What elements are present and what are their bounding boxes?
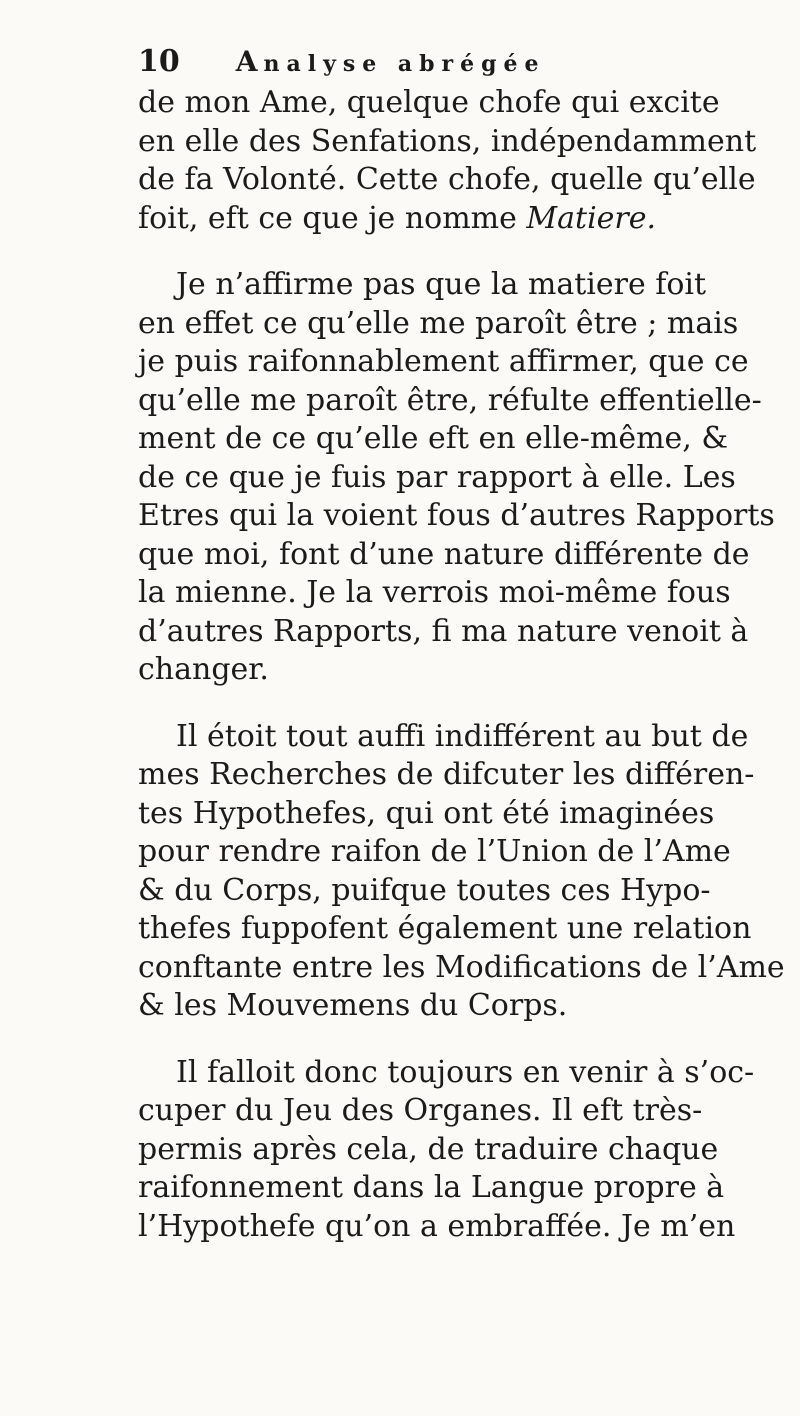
text-line-start: foit, eft ce que je nomme [138, 200, 527, 236]
text-line: en elle des Senfations, indépendamment [138, 123, 757, 159]
text-line: conftante entre les Modifications de l’Ame [138, 949, 785, 985]
text-line [138, 200, 778, 239]
paragraph-gap [138, 238, 778, 266]
text-line: qu’elle me paroît être, réfulte effentielle- [138, 382, 762, 418]
text-line: & les Mouvemens du Corps. [138, 988, 568, 1023]
text-line: que moi, font d’une nature différente de [138, 536, 750, 572]
text-line: je puis raifonnablement affirmer, que ce [138, 344, 749, 379]
text-line: Etres qui la voient fous d’autres Rapports [138, 498, 775, 533]
text-line: Il étoit tout auffi indifférent au but de [176, 718, 749, 754]
text-line: & du Corps, puifque toutes ces Hypo- [138, 872, 711, 908]
running-title [236, 45, 546, 78]
italic-term: Matiere. [526, 200, 657, 236]
text-line: tes Hypothefes, qui ont été imaginées [138, 795, 715, 831]
paragraph-4 [138, 1054, 778, 1247]
running-head [138, 44, 738, 84]
text-line: Il falloit donc toujours en venir à s’oc- [176, 1054, 755, 1090]
paragraph-2 [138, 266, 778, 690]
text-line: changer. [138, 652, 269, 687]
text-line: permis après cela, de traduire chaque [138, 1131, 719, 1167]
text-line: de fa Volonté. Cette chofe, quelle qu’elle [138, 162, 756, 197]
running-title-initial: A [235, 45, 264, 78]
text-line: de ce que je fuis par rapport à elle. Les [138, 459, 736, 495]
text-line: de mon Ame, quelque chofe qui excite [138, 85, 720, 120]
text-line: thefes fuppofent également une relation [138, 911, 752, 946]
text-line: l’Hypothefe qu’on a embraffée. Je m’en [138, 1208, 736, 1244]
paragraph-1 [138, 84, 778, 238]
text-line: Je n’affirme pas que la matiere foit [176, 267, 707, 302]
text-line: en effet ce qu’elle me paroît être ; mais [138, 305, 739, 341]
paragraph-gap [138, 1026, 778, 1054]
text-line: cuper du Jeu des Organes. Il eft très- [138, 1093, 703, 1128]
text-line: la mienne. Je la verrois moi-même fous [138, 575, 731, 610]
paragraph-3 [138, 718, 785, 1026]
text-line: raifonnement dans la Langue propre à [138, 1170, 725, 1205]
text-line: pour rendre raifon de l’Union de l’Ame [138, 834, 731, 869]
text-line: mes Recherches de difcuter les différen- [138, 757, 755, 792]
paragraph-gap [138, 690, 778, 718]
page-number: 10 [138, 44, 180, 79]
text-line: d’autres Rapports, fi ma nature venoit à [138, 613, 749, 649]
body-text [138, 84, 785, 1246]
running-title-rest: nalyse abrégée [263, 51, 546, 77]
text-line: ment de ce qu’elle eft en elle-même, & [138, 421, 729, 456]
